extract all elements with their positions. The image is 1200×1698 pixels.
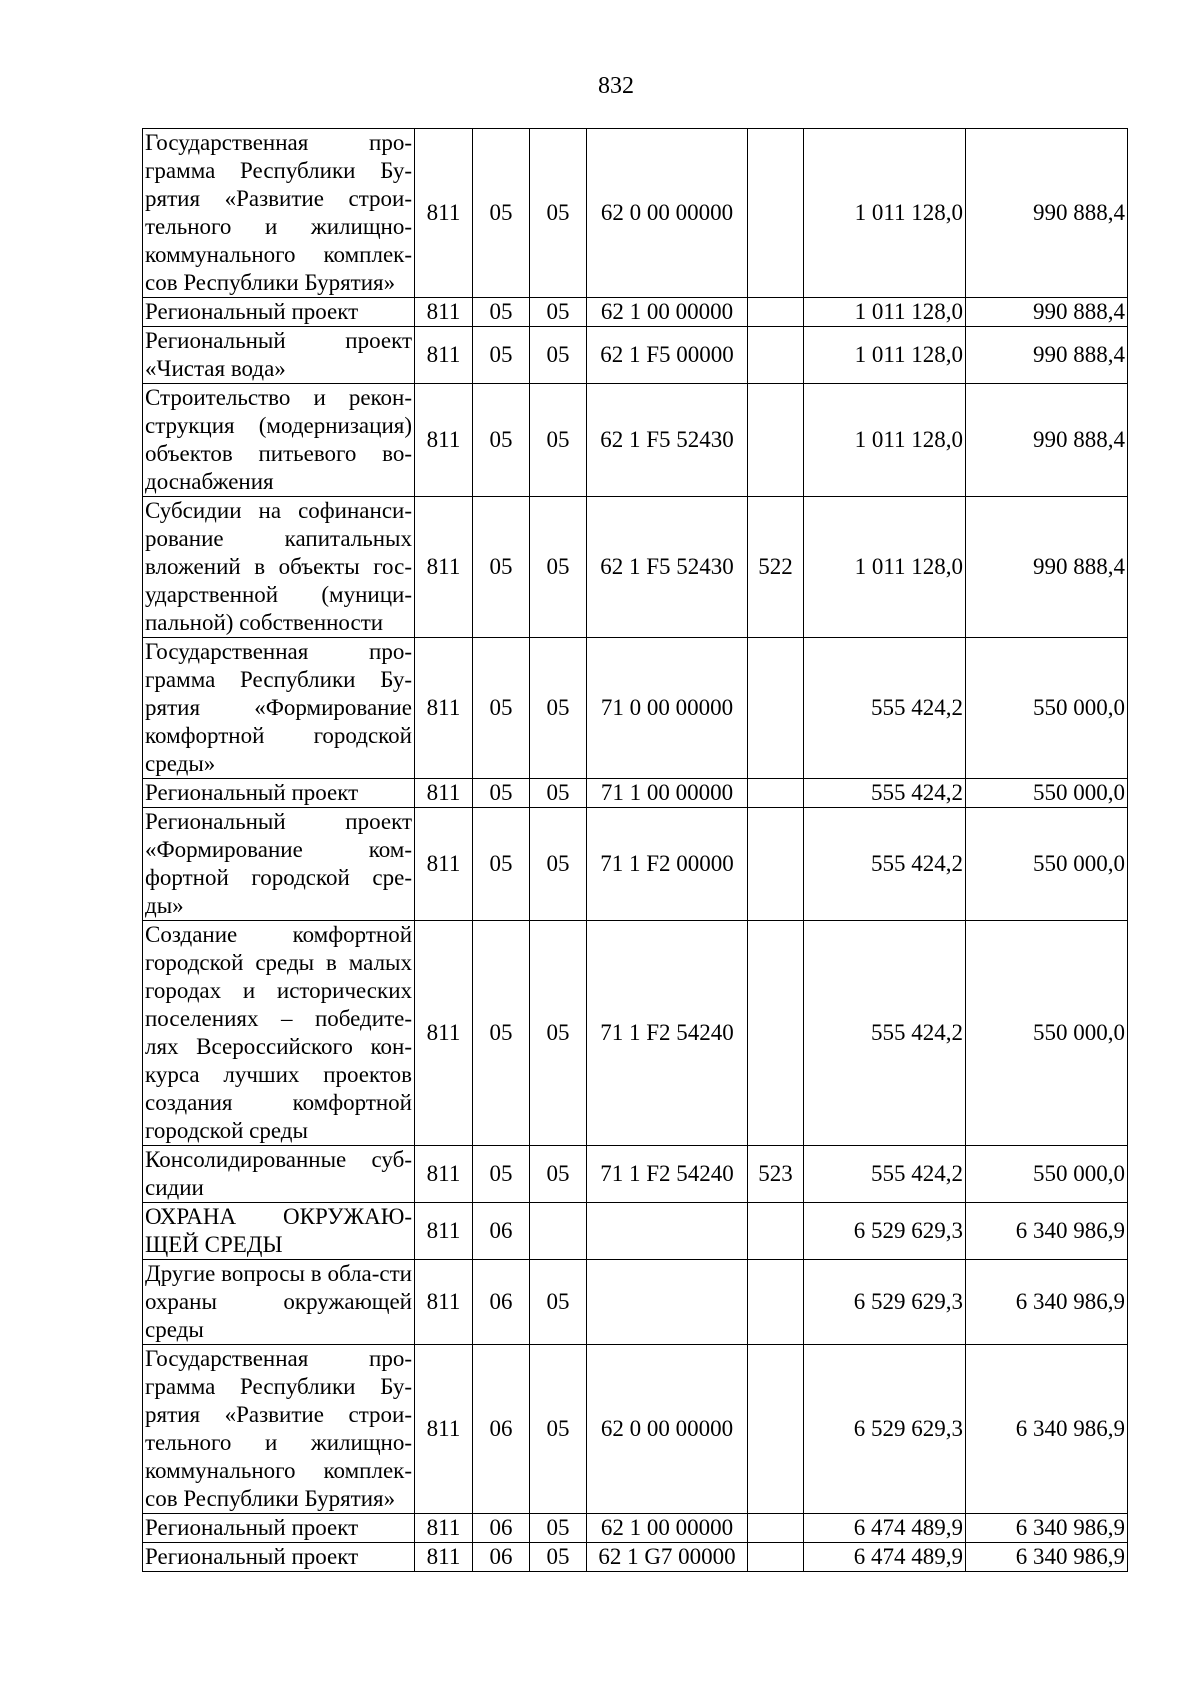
row-amount-1-cell: 555 424,2: [804, 638, 966, 779]
row-target-article-cell: 62 1 00 00000: [587, 1514, 748, 1543]
row-expense-type-cell: [748, 808, 804, 921]
row-target-article-cell: 71 0 00 00000: [587, 638, 748, 779]
row-target-article-cell: 62 0 00 00000: [587, 129, 748, 298]
table-row: [143, 1203, 1128, 1260]
row-amount-2-cell: 6 340 986,9: [966, 1543, 1128, 1572]
row-name-cell: Региональный проект: [143, 298, 415, 327]
row-name-cell: Создание комфортной городской среды в малых городах и исторических поселениях – победите-лях Всероссийского кон-курса лучших проектов создания комфортной городской среды: [143, 921, 415, 1146]
row-subsection-cell: [530, 1203, 587, 1260]
row-subsection-cell: 05: [530, 327, 587, 384]
row-name-cell: Региональный проект: [143, 779, 415, 808]
row-section-cell: 05: [473, 384, 530, 497]
row-expense-type-cell: [748, 921, 804, 1146]
row-amount-1-cell: 1 011 128,0: [804, 129, 966, 298]
table-row: [143, 1146, 1128, 1203]
row-grbs-cell: 811: [415, 1203, 473, 1260]
row-subsection-cell: 05: [530, 298, 587, 327]
row-amount-1-cell: 1 011 128,0: [804, 497, 966, 638]
row-section-cell: 05: [473, 638, 530, 779]
row-target-article-cell: 62 1 G7 00000: [587, 1543, 748, 1572]
row-section-cell: 05: [473, 298, 530, 327]
table-row: [143, 808, 1128, 921]
table-row: [143, 921, 1128, 1146]
row-name-cell: Государственная про-грамма Республики Бу-рятия «Развитие строи-тельного и жилищно-коммунального комплек-сов Республики Бурятия»: [143, 129, 415, 298]
row-subsection-cell: 05: [530, 808, 587, 921]
row-grbs-cell: 811: [415, 1260, 473, 1345]
row-grbs-cell: 811: [415, 1514, 473, 1543]
row-section-cell: 05: [473, 921, 530, 1146]
row-expense-type-cell: [748, 298, 804, 327]
row-amount-2-cell: 550 000,0: [966, 1146, 1128, 1203]
row-section-cell: 06: [473, 1543, 530, 1572]
row-expense-type-cell: [748, 129, 804, 298]
row-grbs-cell: 811: [415, 921, 473, 1146]
row-name-cell: Региональный проект: [143, 1514, 415, 1543]
row-expense-type-cell: [748, 327, 804, 384]
row-amount-2-cell: 550 000,0: [966, 779, 1128, 808]
row-amount-2-cell: 550 000,0: [966, 808, 1128, 921]
row-subsection-cell: 05: [530, 779, 587, 808]
row-section-cell: 05: [473, 779, 530, 808]
row-subsection-cell: 05: [530, 1543, 587, 1572]
row-grbs-cell: 811: [415, 1543, 473, 1572]
row-amount-1-cell: 6 529 629,3: [804, 1345, 966, 1514]
row-name-cell: Строительство и рекон-струкция (модернизация) объектов питьевого во-доснабжения: [143, 384, 415, 497]
row-name-cell: Региональный проект «Чистая вода»: [143, 327, 415, 384]
row-amount-1-cell: 6 474 489,9: [804, 1514, 966, 1543]
row-target-article-cell: 62 1 F5 52430: [587, 384, 748, 497]
row-section-cell: 05: [473, 497, 530, 638]
row-name-cell: Консолидированные суб-сидии: [143, 1146, 415, 1203]
row-amount-2-cell: 990 888,4: [966, 384, 1128, 497]
row-name-cell: Региональный проект «Формирование ком-фортной городской сре-ды»: [143, 808, 415, 921]
row-section-cell: 05: [473, 808, 530, 921]
row-grbs-cell: 811: [415, 327, 473, 384]
row-amount-1-cell: 555 424,2: [804, 808, 966, 921]
table-row: [143, 1260, 1128, 1345]
row-subsection-cell: 05: [530, 921, 587, 1146]
row-amount-1-cell: 1 011 128,0: [804, 384, 966, 497]
row-target-article-cell: 71 1 F2 00000: [587, 808, 748, 921]
row-grbs-cell: 811: [415, 384, 473, 497]
row-target-article-cell: [587, 1260, 748, 1345]
row-amount-1-cell: 6 529 629,3: [804, 1203, 966, 1260]
row-target-article-cell: 62 0 00 00000: [587, 1345, 748, 1514]
row-amount-2-cell: 6 340 986,9: [966, 1260, 1128, 1345]
row-subsection-cell: 05: [530, 1146, 587, 1203]
row-grbs-cell: 811: [415, 638, 473, 779]
row-amount-2-cell: 6 340 986,9: [966, 1345, 1128, 1514]
row-target-article-cell: 71 1 F2 54240: [587, 921, 748, 1146]
row-subsection-cell: 05: [530, 497, 587, 638]
table-row: [143, 129, 1128, 298]
row-target-article-cell: 62 1 00 00000: [587, 298, 748, 327]
row-section-cell: 06: [473, 1203, 530, 1260]
row-amount-2-cell: 990 888,4: [966, 497, 1128, 638]
row-amount-1-cell: 6 474 489,9: [804, 1543, 966, 1572]
row-subsection-cell: 05: [530, 1514, 587, 1543]
row-amount-1-cell: 555 424,2: [804, 1146, 966, 1203]
row-expense-type-cell: [748, 1514, 804, 1543]
row-subsection-cell: 05: [530, 384, 587, 497]
row-subsection-cell: 05: [530, 1345, 587, 1514]
table-row: [143, 298, 1128, 327]
row-expense-type-cell: [748, 384, 804, 497]
row-section-cell: 06: [473, 1514, 530, 1543]
table-row: [143, 638, 1128, 779]
row-name-cell: Субсидии на софинанси-рование капитальных вложений в объекты гос-ударственной (муници-пальной) собственности: [143, 497, 415, 638]
row-grbs-cell: 811: [415, 779, 473, 808]
row-name-cell: Другие вопросы в обла-сти охраны окружающей среды: [143, 1260, 415, 1345]
table-row: [143, 1514, 1128, 1543]
row-target-article-cell: 71 1 00 00000: [587, 779, 748, 808]
row-amount-1-cell: 1 011 128,0: [804, 327, 966, 384]
row-expense-type-cell: [748, 1543, 804, 1572]
row-section-cell: 06: [473, 1260, 530, 1345]
table-row: [143, 384, 1128, 497]
row-amount-2-cell: 990 888,4: [966, 129, 1128, 298]
row-section-cell: 06: [473, 1345, 530, 1514]
row-section-cell: 05: [473, 129, 530, 298]
row-grbs-cell: 811: [415, 808, 473, 921]
table-row: [143, 1345, 1128, 1514]
page-number: 832: [598, 73, 634, 99]
row-amount-1-cell: 6 529 629,3: [804, 1260, 966, 1345]
row-amount-2-cell: 990 888,4: [966, 298, 1128, 327]
row-expense-type-cell: [748, 1203, 804, 1260]
row-grbs-cell: 811: [415, 497, 473, 638]
budget-table: [142, 128, 1128, 1572]
row-section-cell: 05: [473, 1146, 530, 1203]
row-target-article-cell: 62 1 F5 00000: [587, 327, 748, 384]
row-amount-2-cell: 6 340 986,9: [966, 1203, 1128, 1260]
row-subsection-cell: 05: [530, 638, 587, 779]
row-expense-type-cell: 523: [748, 1146, 804, 1203]
row-grbs-cell: 811: [415, 1146, 473, 1203]
row-expense-type-cell: [748, 1260, 804, 1345]
row-grbs-cell: 811: [415, 1345, 473, 1514]
table-row: [143, 497, 1128, 638]
row-amount-1-cell: 555 424,2: [804, 921, 966, 1146]
row-name-cell: Региональный проект: [143, 1543, 415, 1572]
row-amount-2-cell: 6 340 986,9: [966, 1514, 1128, 1543]
row-subsection-cell: 05: [530, 129, 587, 298]
row-target-article-cell: 71 1 F2 54240: [587, 1146, 748, 1203]
table-row: [143, 1543, 1128, 1572]
row-target-article-cell: [587, 1203, 748, 1260]
row-section-cell: 05: [473, 327, 530, 384]
row-grbs-cell: 811: [415, 129, 473, 298]
row-target-article-cell: 62 1 F5 52430: [587, 497, 748, 638]
row-subsection-cell: 05: [530, 1260, 587, 1345]
row-name-cell: ОХРАНА ОКРУЖАЮ-ЩЕЙ СРЕДЫ: [143, 1203, 415, 1260]
row-expense-type-cell: 522: [748, 497, 804, 638]
table-row: [143, 327, 1128, 384]
row-amount-2-cell: 550 000,0: [966, 921, 1128, 1146]
row-name-cell: Государственная про-грамма Республики Бу-рятия «Развитие строи-тельного и жилищно-коммунального комплек-сов Республики Бурятия»: [143, 1345, 415, 1514]
row-expense-type-cell: [748, 1345, 804, 1514]
table-row: [143, 779, 1128, 808]
row-name-cell: Государственная про-грамма Республики Бу-рятия «Формирование комфортной городской среды»: [143, 638, 415, 779]
row-expense-type-cell: [748, 638, 804, 779]
row-grbs-cell: 811: [415, 298, 473, 327]
row-expense-type-cell: [748, 779, 804, 808]
row-amount-2-cell: 990 888,4: [966, 327, 1128, 384]
row-amount-2-cell: 550 000,0: [966, 638, 1128, 779]
row-amount-1-cell: 555 424,2: [804, 779, 966, 808]
row-amount-1-cell: 1 011 128,0: [804, 298, 966, 327]
